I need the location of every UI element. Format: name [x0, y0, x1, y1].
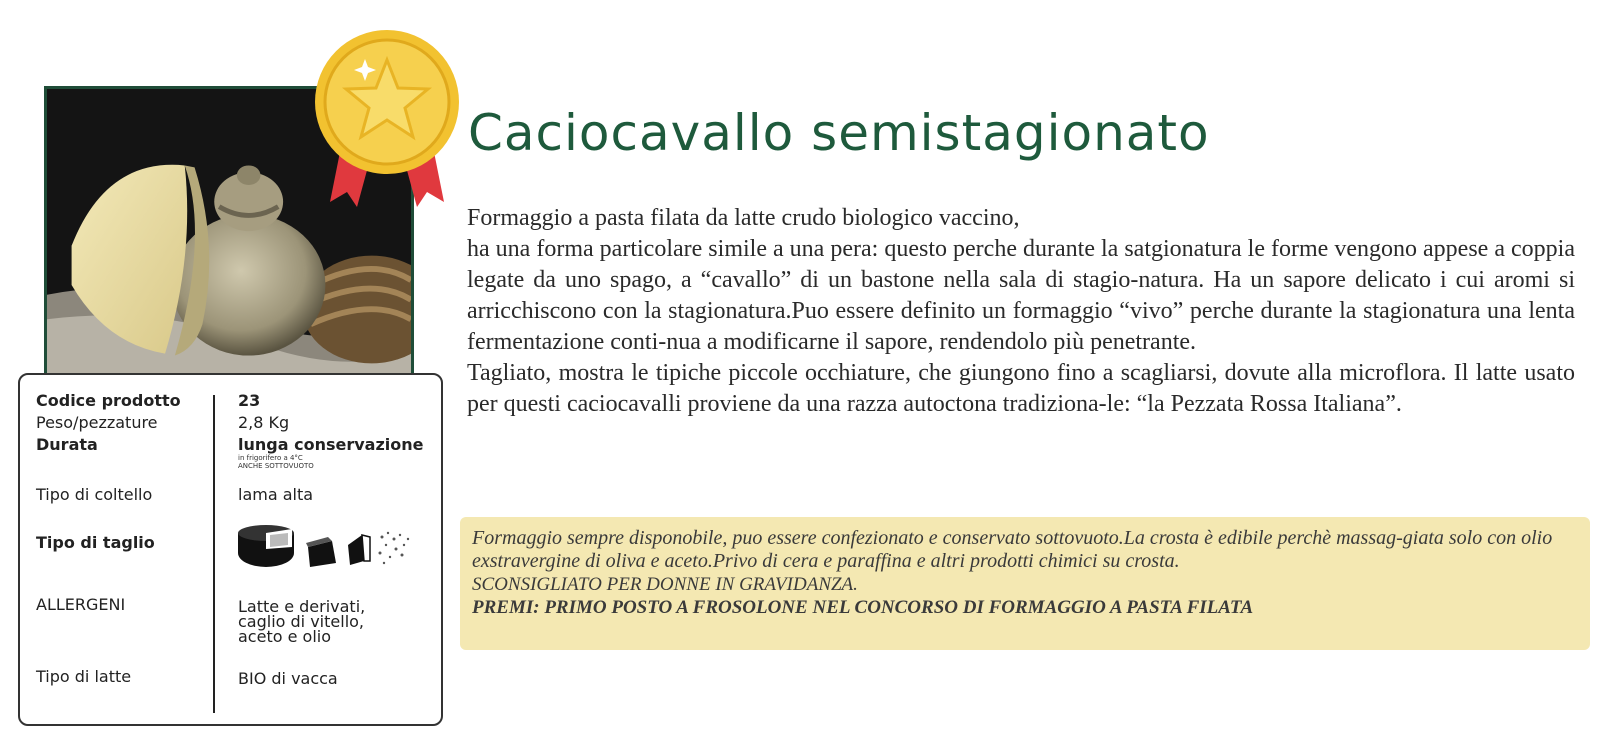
spec-note: in frigorifero a 4°C [238, 454, 303, 462]
spec-value-group [238, 435, 438, 470]
spec-value: lama alta [238, 485, 314, 504]
grated-cheese-icon [379, 532, 410, 564]
spec-value: BIO di vacca [238, 669, 338, 688]
description-paragraph: ha una forma particolare simile a una pera: questo perche durante la satgionatura le forme vengono appese a coppia legate da uno spago, a “cavallo” di un bastone nella sala di stagio-natura. Ha un sapore delicato i cui aromi si arricchiscono con la stagionatura.Puo essere definito un formaggio “vivo” perche durante la stagionatura una lenta fermentazione conti-nua a modificarne il sapore, rendendolo più penetrante. [467, 236, 1575, 355]
spec-label: Tipo di coltello [36, 485, 153, 504]
spec-value: lunga conservazione [238, 435, 424, 454]
pregnancy-warning: SCONSIGLIATO PER DONNE IN GRAVIDANZA. [472, 574, 858, 595]
spec-label: Durata [36, 435, 98, 454]
spec-value: 23 [238, 391, 261, 410]
spec-label: Tipo di latte [36, 667, 132, 686]
cheese-wheel-icon [238, 525, 294, 567]
award-text: PREMI: PRIMO POSTO A FROSOLONE NEL CONCORSO DI FORMAGGIO A PASTA FILATA [472, 597, 1254, 618]
spec-card [18, 373, 443, 726]
cut-icons [236, 523, 426, 575]
description-line: Formaggio a pasta filata da latte crudo biologico vaccino, [467, 205, 1020, 231]
cheese-slice-icon [348, 535, 370, 565]
spec-value: 2,8 Kg [238, 413, 290, 432]
product-title: Caciocavallo semistagionato [468, 104, 1210, 162]
spec-label: Peso/pezzature [36, 413, 158, 432]
info-note [460, 517, 1590, 650]
note-text: Formaggio sempre disponobile, puo essere confezionato e conservato sottovuoto.La crosta è edibile perchè massag-giata solo con olio exstravergine di oliva e aceto.Privo di cera e paraffina e altri prodotti chimici su crosta. [472, 527, 1553, 572]
spec-note: ANCHE SOTTOVUOTO [238, 462, 314, 470]
product-description [467, 203, 1575, 420]
spec-label: Codice prodotto [36, 391, 181, 410]
medal-icon [312, 22, 462, 222]
spec-label: ALLERGENI [36, 595, 126, 614]
description-paragraph: Tagliato, mostra le tipiche piccole occhiature, che giungono fino a scagliarsi, dovute alla microflora. Il latte usato per questi caciocavalli proviene da una razza autoctona tradiziona-le: “la Pezzata Rossa Italiana”. [467, 360, 1575, 417]
spec-value: Latte e derivati, caglio di vitello, aceto e olio [238, 597, 366, 646]
cheese-wedge-icon [306, 537, 336, 567]
spec-label: Tipo di taglio [36, 533, 155, 552]
